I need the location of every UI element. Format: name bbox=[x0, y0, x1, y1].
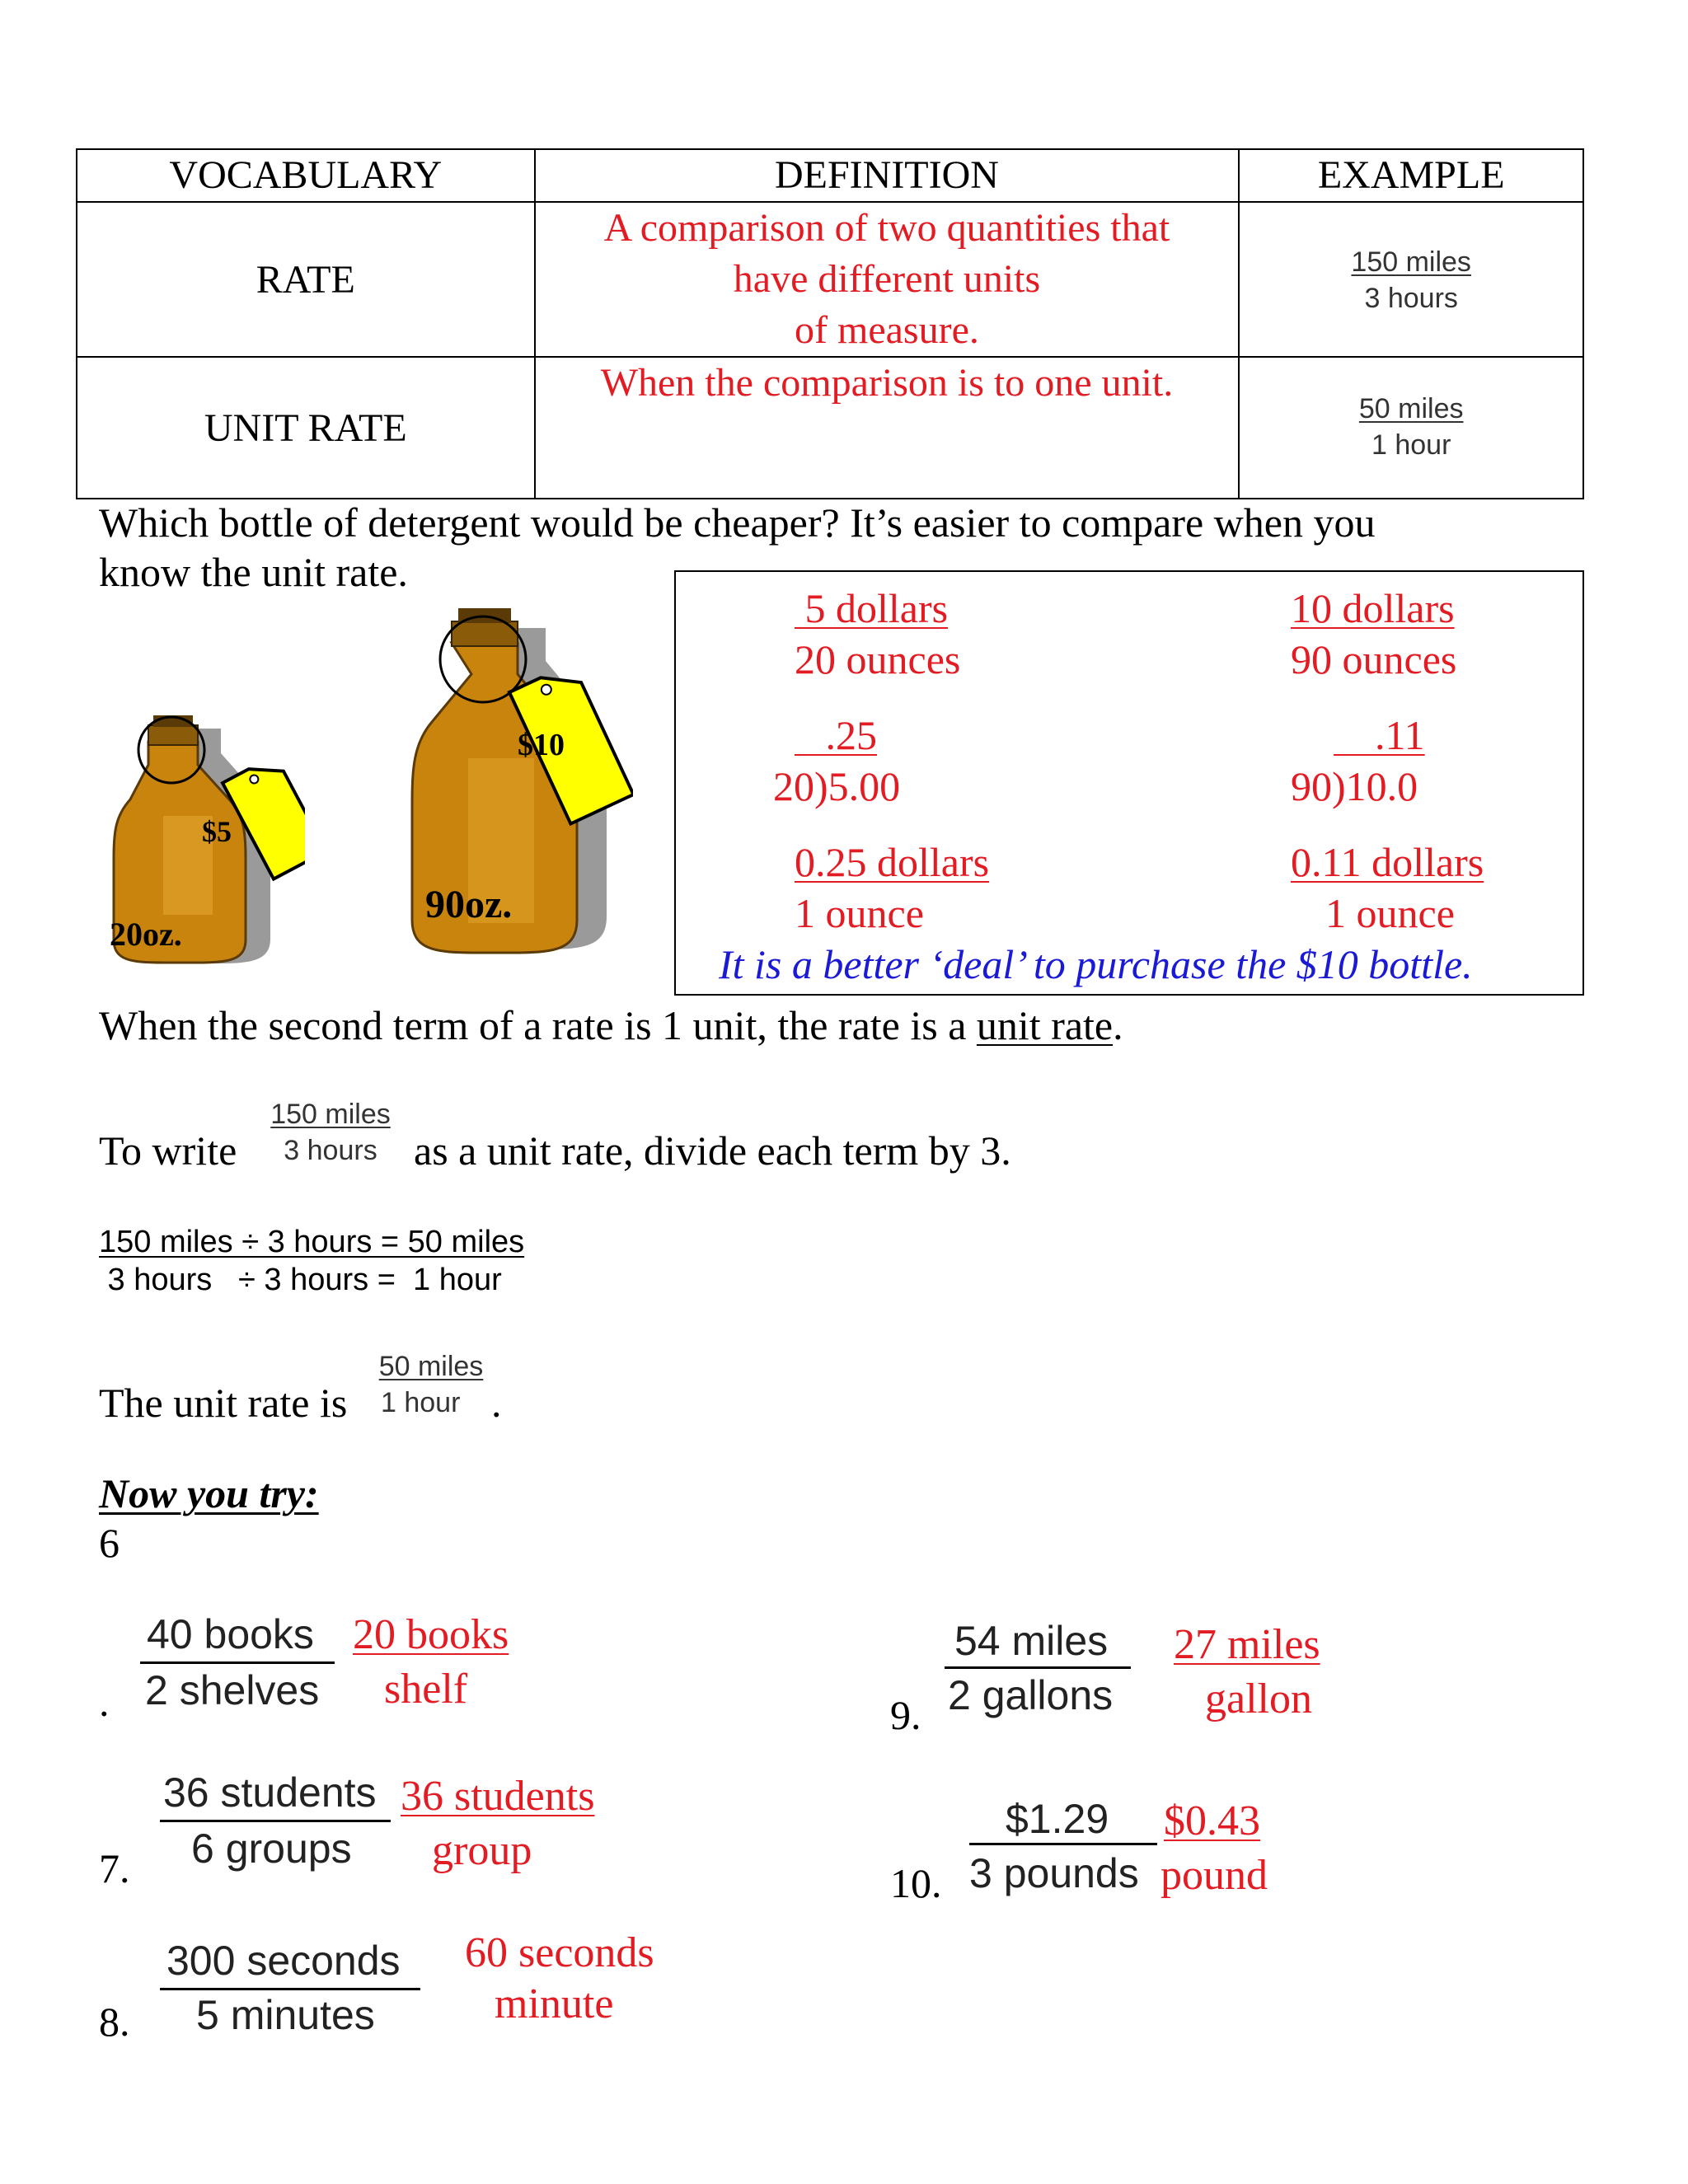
header-example: EXAMPLE bbox=[1317, 153, 1505, 197]
practice-heading: Now you try: bbox=[99, 1470, 319, 1516]
left-rate-numerator: 5 dollars bbox=[795, 585, 949, 631]
right-unit-rate-numerator: 0.11 dollars bbox=[1291, 839, 1484, 885]
right-rate-numerator: 10 dollars bbox=[1291, 585, 1455, 631]
calc-line-1: 150 miles ÷ 3 hours = 50 miles bbox=[99, 1225, 525, 1259]
header-vocabulary: VOCABULARY bbox=[169, 153, 443, 197]
right-rate-denominator: 90 ounces bbox=[1291, 636, 1457, 682]
left-unit-rate-numerator: 0.25 dollars bbox=[795, 839, 990, 885]
intro-line-2: know the unit rate. bbox=[99, 549, 408, 595]
term-unit-rate: UNIT RATE bbox=[204, 405, 407, 450]
table-row bbox=[77, 202, 1583, 357]
left-division: 20)5.00 bbox=[773, 763, 901, 809]
header-definition: DEFINITION bbox=[774, 153, 999, 197]
to-write-fraction: 150 miles 3 hours bbox=[270, 1099, 391, 1166]
small-bottle-size: 20oz. bbox=[110, 916, 182, 953]
large-bottle-size: 90oz. bbox=[425, 883, 513, 926]
definition-unit-rate: When the comparison is to one unit. bbox=[600, 361, 1174, 405]
right-unit-rate-denominator: 1 ounce bbox=[1325, 890, 1455, 936]
to-write-rest: as a unit rate, divide each term by 3. bbox=[414, 1127, 1011, 1174]
unit-rate-period: . bbox=[491, 1380, 502, 1426]
vocabulary-table bbox=[76, 148, 1584, 499]
large-bottle-price: $10 bbox=[518, 728, 565, 762]
right-quotient: .11 bbox=[1334, 712, 1425, 758]
calc-line-2: 3 hours ÷ 3 hours = 1 hour bbox=[99, 1263, 502, 1297]
left-quotient: .25 bbox=[795, 712, 877, 758]
table-row bbox=[77, 357, 1583, 499]
definition-rate: A comparison of two quantities that have different units of measure. bbox=[603, 206, 1170, 352]
comparison-box bbox=[674, 570, 1584, 996]
practice-number-6: 6 bbox=[99, 1520, 120, 1566]
right-division: 90)10.0 bbox=[1291, 763, 1418, 809]
to-write-label: To write bbox=[99, 1127, 237, 1174]
unit-rate-is-label: The unit rate is bbox=[99, 1380, 348, 1426]
small-bottle-price: $5 bbox=[202, 815, 232, 848]
left-unit-rate-denominator: 1 ounce bbox=[795, 890, 924, 936]
example-unit-rate: 50 miles 1 hour bbox=[1358, 393, 1464, 461]
term-rate: RATE bbox=[256, 257, 355, 302]
unit-rate-fraction: 50 miles 1 hour bbox=[378, 1351, 484, 1418]
unit-rate-sentence: When the second term of a rate is 1 unit, the rate is a unit rate. bbox=[99, 1002, 1123, 1048]
intro-line-1: Which bottle of detergent would be cheaper? It’s easier to compare when you bbox=[99, 499, 1376, 546]
unit-rate-term: unit rate bbox=[976, 1002, 1114, 1048]
left-rate-denominator: 20 ounces bbox=[795, 636, 961, 682]
example-rate: 150 miles 3 hours bbox=[1351, 246, 1471, 314]
conclusion: It is a better ‘deal’ to purchase the $10 bottle. bbox=[719, 941, 1473, 987]
